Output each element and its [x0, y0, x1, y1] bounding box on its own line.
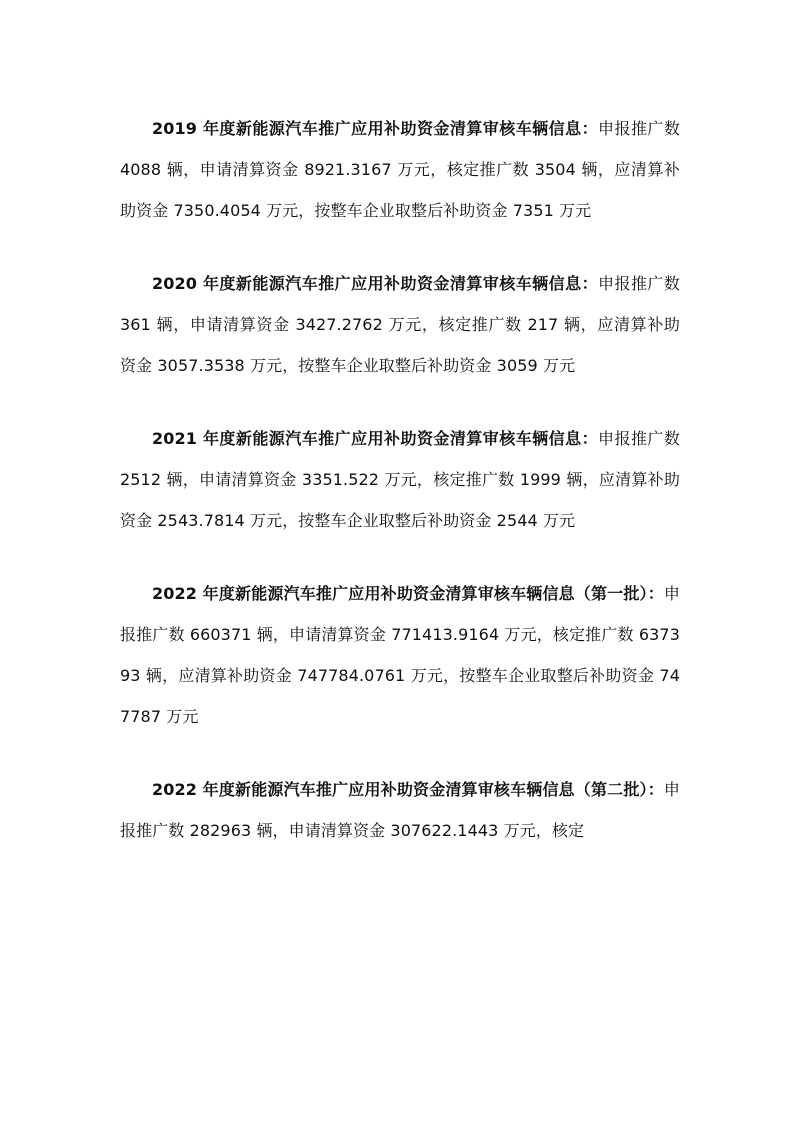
paragraph-text: 申报推广数 361 辆，申请清算资金 3427.2762 万元，核定推广数 217 辆，应清算补助资金 3057.3538 万元，按整车企业取整后补助资金 3059 万元 [120, 274, 680, 375]
paragraph-heading: 2020 年度新能源汽车推广应用补助资金清算审核车辆信息： [152, 274, 599, 293]
paragraph-2021-subsidy [120, 418, 680, 541]
paragraph-heading: 2022 年度新能源汽车推广应用补助资金清算审核车辆信息（第二批）： [152, 780, 664, 799]
paragraph-text: 申报推广数 2512 辆，申请清算资金 3351.522 万元，核定推广数 1999 辆，应清算补助资金 2543.7814 万元，按整车企业取整后补助资金 2544 万元 [120, 429, 680, 530]
paragraph-text: 申报推广数 4088 辆，申请清算资金 8921.3167 万元，核定推广数 3504 辆，应清算补助资金 7350.4054 万元，按整车企业取整后补助资金 7351 万元 [120, 119, 680, 220]
paragraph-heading: 2019 年度新能源汽车推广应用补助资金清算审核车辆信息： [152, 119, 599, 138]
paragraph-2019-subsidy [120, 108, 680, 231]
paragraph-2022-batch1-subsidy [120, 573, 680, 737]
document-body [120, 108, 680, 883]
paragraph-heading: 2021 年度新能源汽车推广应用补助资金清算审核车辆信息： [152, 429, 599, 448]
paragraph-2020-subsidy [120, 263, 680, 386]
paragraph-2022-batch2-subsidy [120, 769, 680, 851]
paragraph-heading: 2022 年度新能源汽车推广应用补助资金清算审核车辆信息（第一批）： [152, 584, 664, 603]
paragraph-text: 申报推广数 282963 辆，申请清算资金 307622.1443 万元，核定 [120, 780, 680, 840]
paragraph-text: 申报推广数 660371 辆，申请清算资金 771413.9164 万元，核定推广数 637393 辆，应清算补助资金 747784.0761 万元，按整车企业取整后补助资金 747787 万元 [120, 584, 680, 726]
